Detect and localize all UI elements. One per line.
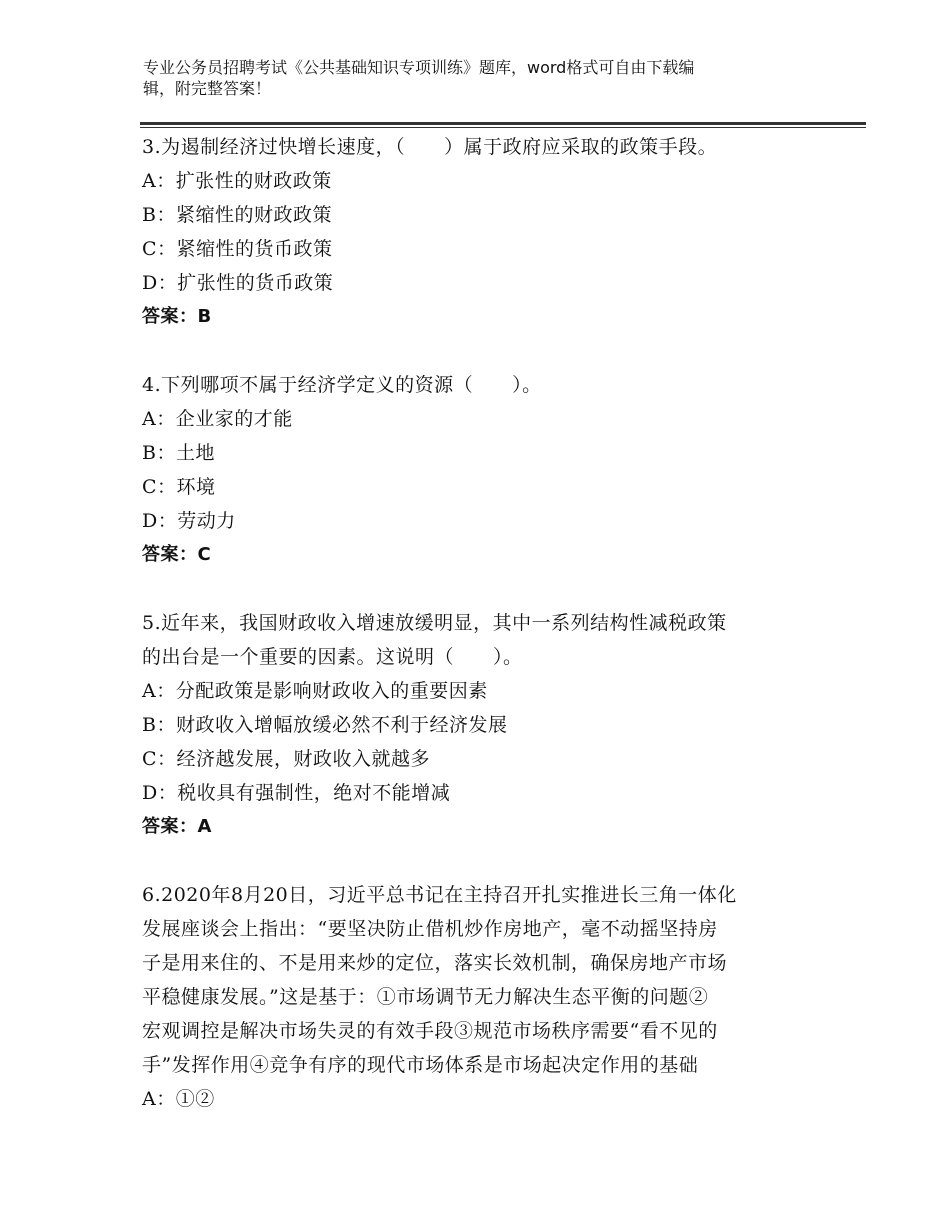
answer-label: 答案：C bbox=[142, 544, 212, 565]
option-b: B：财政收入增幅放缓必然不利于经济发展 bbox=[142, 714, 508, 736]
question-stem bbox=[142, 606, 832, 674]
question-list bbox=[142, 130, 832, 1116]
question-4 bbox=[142, 368, 832, 572]
question-stem bbox=[142, 130, 832, 164]
stem-line: 4.下列哪项不属于经济学定义的资源（ ）。 bbox=[142, 374, 542, 396]
document-header bbox=[143, 57, 823, 99]
question-stem bbox=[142, 368, 832, 402]
option-a: A：扩张性的财政政策 bbox=[142, 170, 332, 192]
header-rule-thin bbox=[140, 127, 866, 128]
option-a: A：企业家的才能 bbox=[142, 408, 293, 430]
question-5 bbox=[142, 606, 832, 844]
stem-line: 3.为遏制经济过快增长速度，（ ）属于政府应采取的政策手段。 bbox=[142, 136, 718, 158]
option-d: D：税收具有强制性，绝对不能增减 bbox=[142, 782, 451, 804]
stem-line: 5.近年来，我国财政收入增速放缓明显，其中一系列结构性减税政策 bbox=[142, 612, 727, 634]
option-d: D：扩张性的货币政策 bbox=[142, 272, 334, 294]
option-c: C：经济越发展，财政收入就越多 bbox=[142, 748, 431, 770]
option-c: C：环境 bbox=[142, 476, 216, 498]
stem-line: 宏观调控是解决市场失灵的有效手段③规范市场秩序需要“看不见的 bbox=[142, 1020, 718, 1042]
option-a: A：分配政策是影响财政收入的重要因素 bbox=[142, 680, 488, 702]
option-b: B：紧缩性的财政政策 bbox=[142, 204, 332, 226]
stem-line: 子是用来住的、不是用来炒的定位，落实长效机制，确保房地产市场 bbox=[142, 952, 728, 974]
header-line-2: 辑，附完整答案！ bbox=[143, 79, 272, 98]
option-d: D：劳动力 bbox=[142, 510, 236, 532]
answer-label: 答案：B bbox=[142, 306, 212, 327]
stem-line: 手”发挥作用④竞争有序的现代市场体系是市场起决定作用的基础 bbox=[142, 1054, 699, 1076]
option-c: C：紧缩性的货币政策 bbox=[142, 238, 333, 260]
question-stem bbox=[142, 878, 832, 1082]
question-3 bbox=[142, 130, 832, 334]
option-b: B：土地 bbox=[142, 442, 215, 464]
stem-line: 发展座谈会上指出：“要坚决防止借机炒作房地产，毫不动摇坚持房 bbox=[142, 918, 718, 940]
stem-line: 平稳健康发展。”这是基于：①市场调节无力解决生态平衡的问题② bbox=[142, 986, 709, 1008]
option-a: A：①② bbox=[142, 1088, 215, 1110]
question-6 bbox=[142, 878, 832, 1116]
stem-line: 6.2020年8月20日，习近平总书记在主持召开扎实推进长三角一体化 bbox=[142, 884, 737, 906]
header-line-1: 专业公务员招聘考试《公共基础知识专项训练》题库，word格式可自由下载编 bbox=[143, 58, 695, 77]
answer-label: 答案：A bbox=[142, 816, 212, 837]
stem-line: 的出台是一个重要的因素。这说明（ ）。 bbox=[142, 646, 523, 668]
header-rule-thick bbox=[140, 122, 866, 125]
